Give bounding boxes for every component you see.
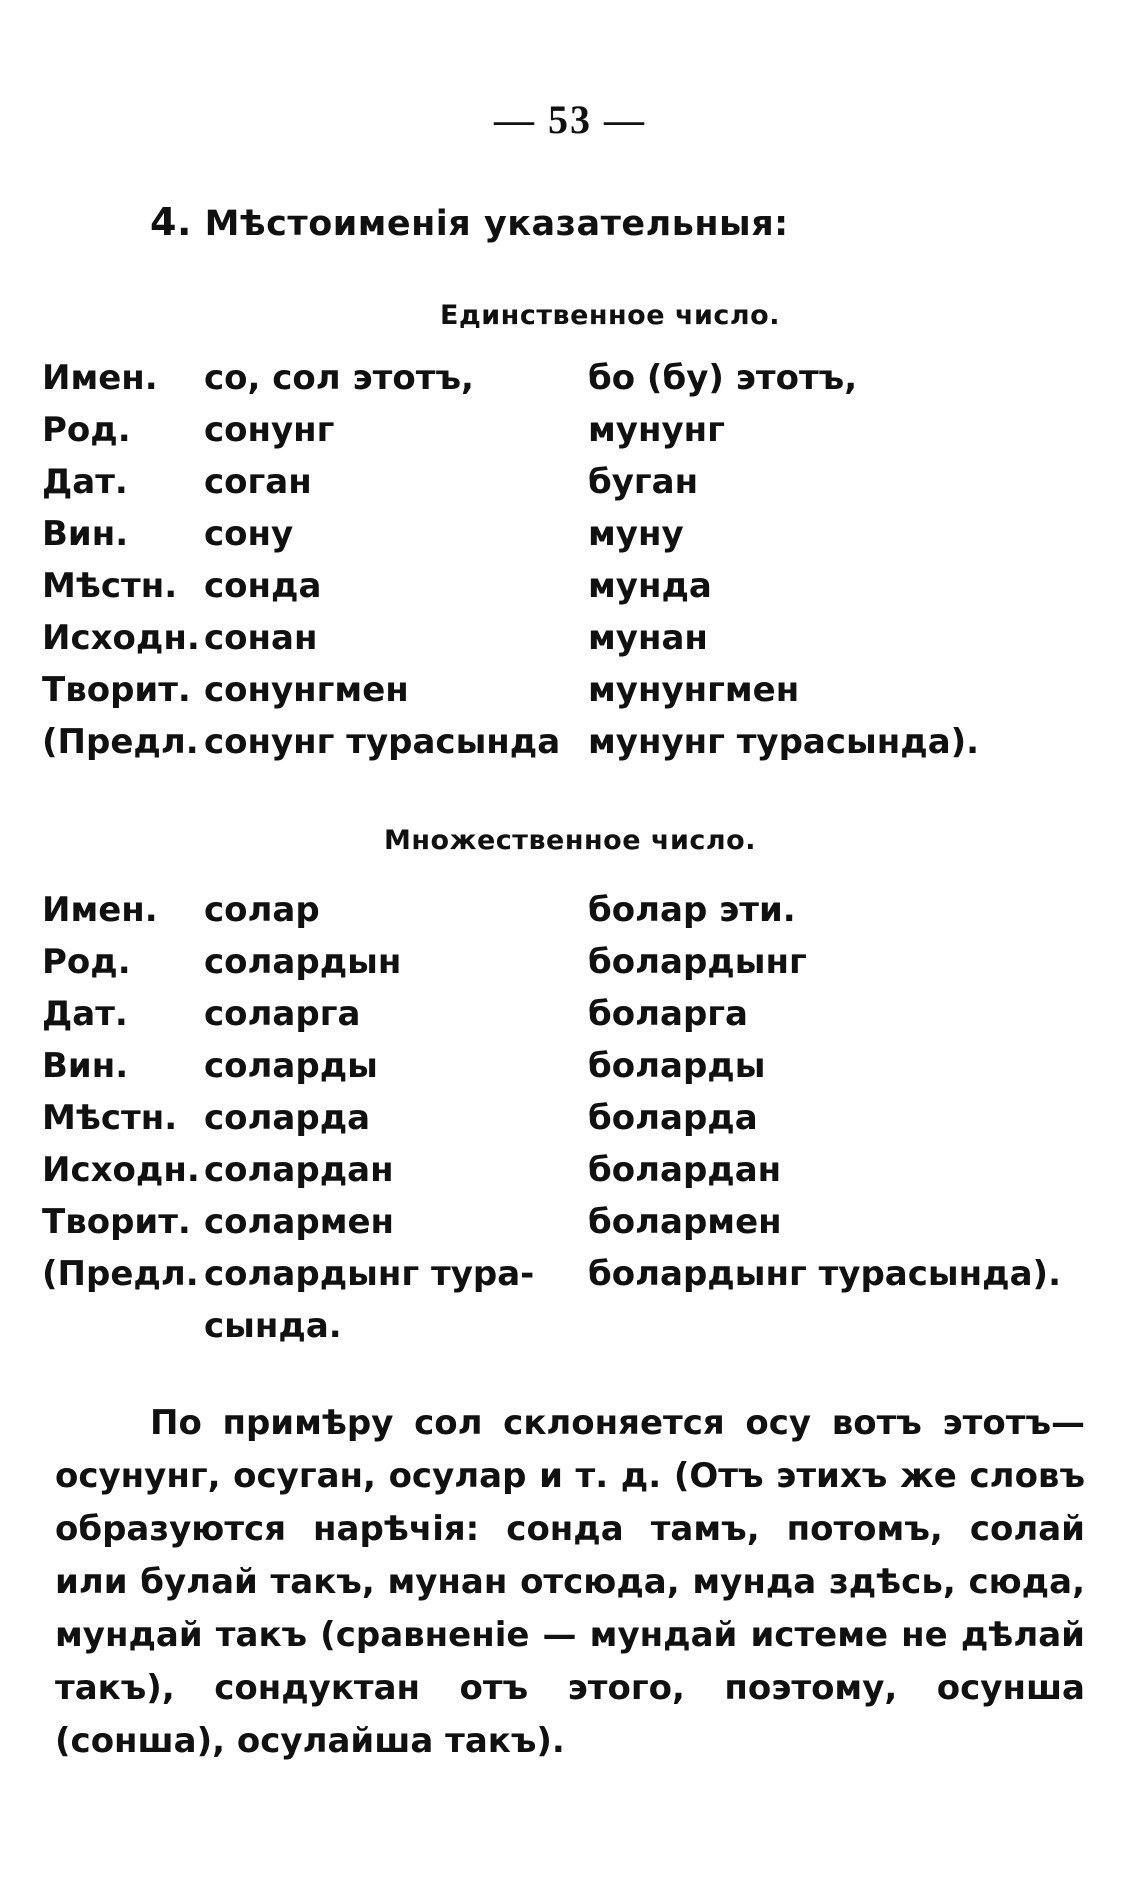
pronoun-form-so: солардын <box>204 942 402 982</box>
case-label: Имен. <box>42 890 158 930</box>
pronoun-form-so: соган <box>204 462 312 502</box>
pronoun-form-bo: болармен <box>588 1202 782 1242</box>
section-heading <box>150 200 789 244</box>
case-label: Исходн. <box>42 618 200 658</box>
pronoun-form-so: солармен <box>204 1202 395 1242</box>
pronoun-form-bo: бо (бу) этотъ, <box>588 358 858 398</box>
pronoun-form-so: сону <box>204 514 294 554</box>
section-title: Мѣстоименія указательныя: <box>204 204 789 244</box>
pronoun-form-bo: боларда <box>588 1098 758 1138</box>
case-label: Вин. <box>42 1046 129 1086</box>
pronoun-form-bo: болар эти. <box>588 890 796 930</box>
pronoun-form-bo: болардынг <box>588 942 807 982</box>
pronoun-form-so: солардан <box>204 1150 394 1190</box>
pronoun-form-bo: буган <box>588 462 699 502</box>
case-label: Род. <box>42 942 131 982</box>
case-label: Дат. <box>42 462 128 502</box>
case-label: Творит. <box>42 1202 191 1242</box>
pronoun-form-bo: мунунг <box>588 410 725 450</box>
plural-heading: Множественное число. <box>384 825 756 856</box>
pronoun-form-so-continuation: сында. <box>204 1306 342 1346</box>
pronoun-form-bo: боларды <box>588 1046 766 1086</box>
explanatory-paragraph: По примѣру сол склоняется осу вотъ этотъ— осунунг, осуган, осулар и т. д. (Отъ этихъ же словъ образуются нарѣчія: сонда тамъ, потомъ, солай или булай такъ, мунан отсюда, мунда здѣсь, сюда, мундай такъ (сравненіе — мундай истеме не дѣлай такъ), сондуктан отъ этого, поэтому, осунша (сонша), осулайша такъ). <box>55 1403 1085 1761</box>
pronoun-form-so: соларга <box>204 994 361 1034</box>
case-label: Исходн. <box>42 1150 200 1190</box>
pronoun-form-bo: болардан <box>588 1150 782 1190</box>
section-number: 4. <box>150 200 192 244</box>
pronoun-form-so: солар <box>204 890 320 930</box>
case-label: (Предл. <box>42 1254 199 1294</box>
pronoun-form-bo: боларга <box>588 994 748 1034</box>
case-label: (Предл. <box>42 722 199 762</box>
pronoun-form-bo: муну <box>588 514 684 554</box>
singular-heading: Единственное число. <box>440 300 780 331</box>
pronoun-form-so: соларда <box>204 1098 371 1138</box>
pronoun-form-so: сонунг турасында <box>204 722 561 762</box>
case-label: Имен. <box>42 358 158 398</box>
pronoun-form-so: солардынг тура- <box>204 1254 535 1294</box>
pronoun-form-so: сонунг <box>204 410 335 450</box>
pronoun-form-bo: мунунгмен <box>588 670 800 710</box>
case-label: Мѣстн. <box>42 566 178 606</box>
case-label: Мѣстн. <box>42 1098 178 1138</box>
case-label: Творит. <box>42 670 191 710</box>
pronoun-form-bo: болардынг турасында). <box>588 1254 1061 1294</box>
case-label: Род. <box>42 410 131 450</box>
pronoun-form-so: сонда <box>204 566 322 606</box>
pronoun-form-so: со, сол этотъ, <box>204 358 474 398</box>
case-label: Вин. <box>42 514 129 554</box>
page-number: — 53 — <box>494 97 646 142</box>
pronoun-form-bo: мунунг турасында). <box>588 722 980 762</box>
pronoun-form-so: сонан <box>204 618 318 658</box>
pronoun-form-bo: мунда <box>588 566 712 606</box>
pronoun-form-bo: мунан <box>588 618 708 658</box>
pronoun-form-so: соларды <box>204 1046 378 1086</box>
case-label: Дат. <box>42 994 128 1034</box>
pronoun-form-so: сонунгмен <box>204 670 409 710</box>
